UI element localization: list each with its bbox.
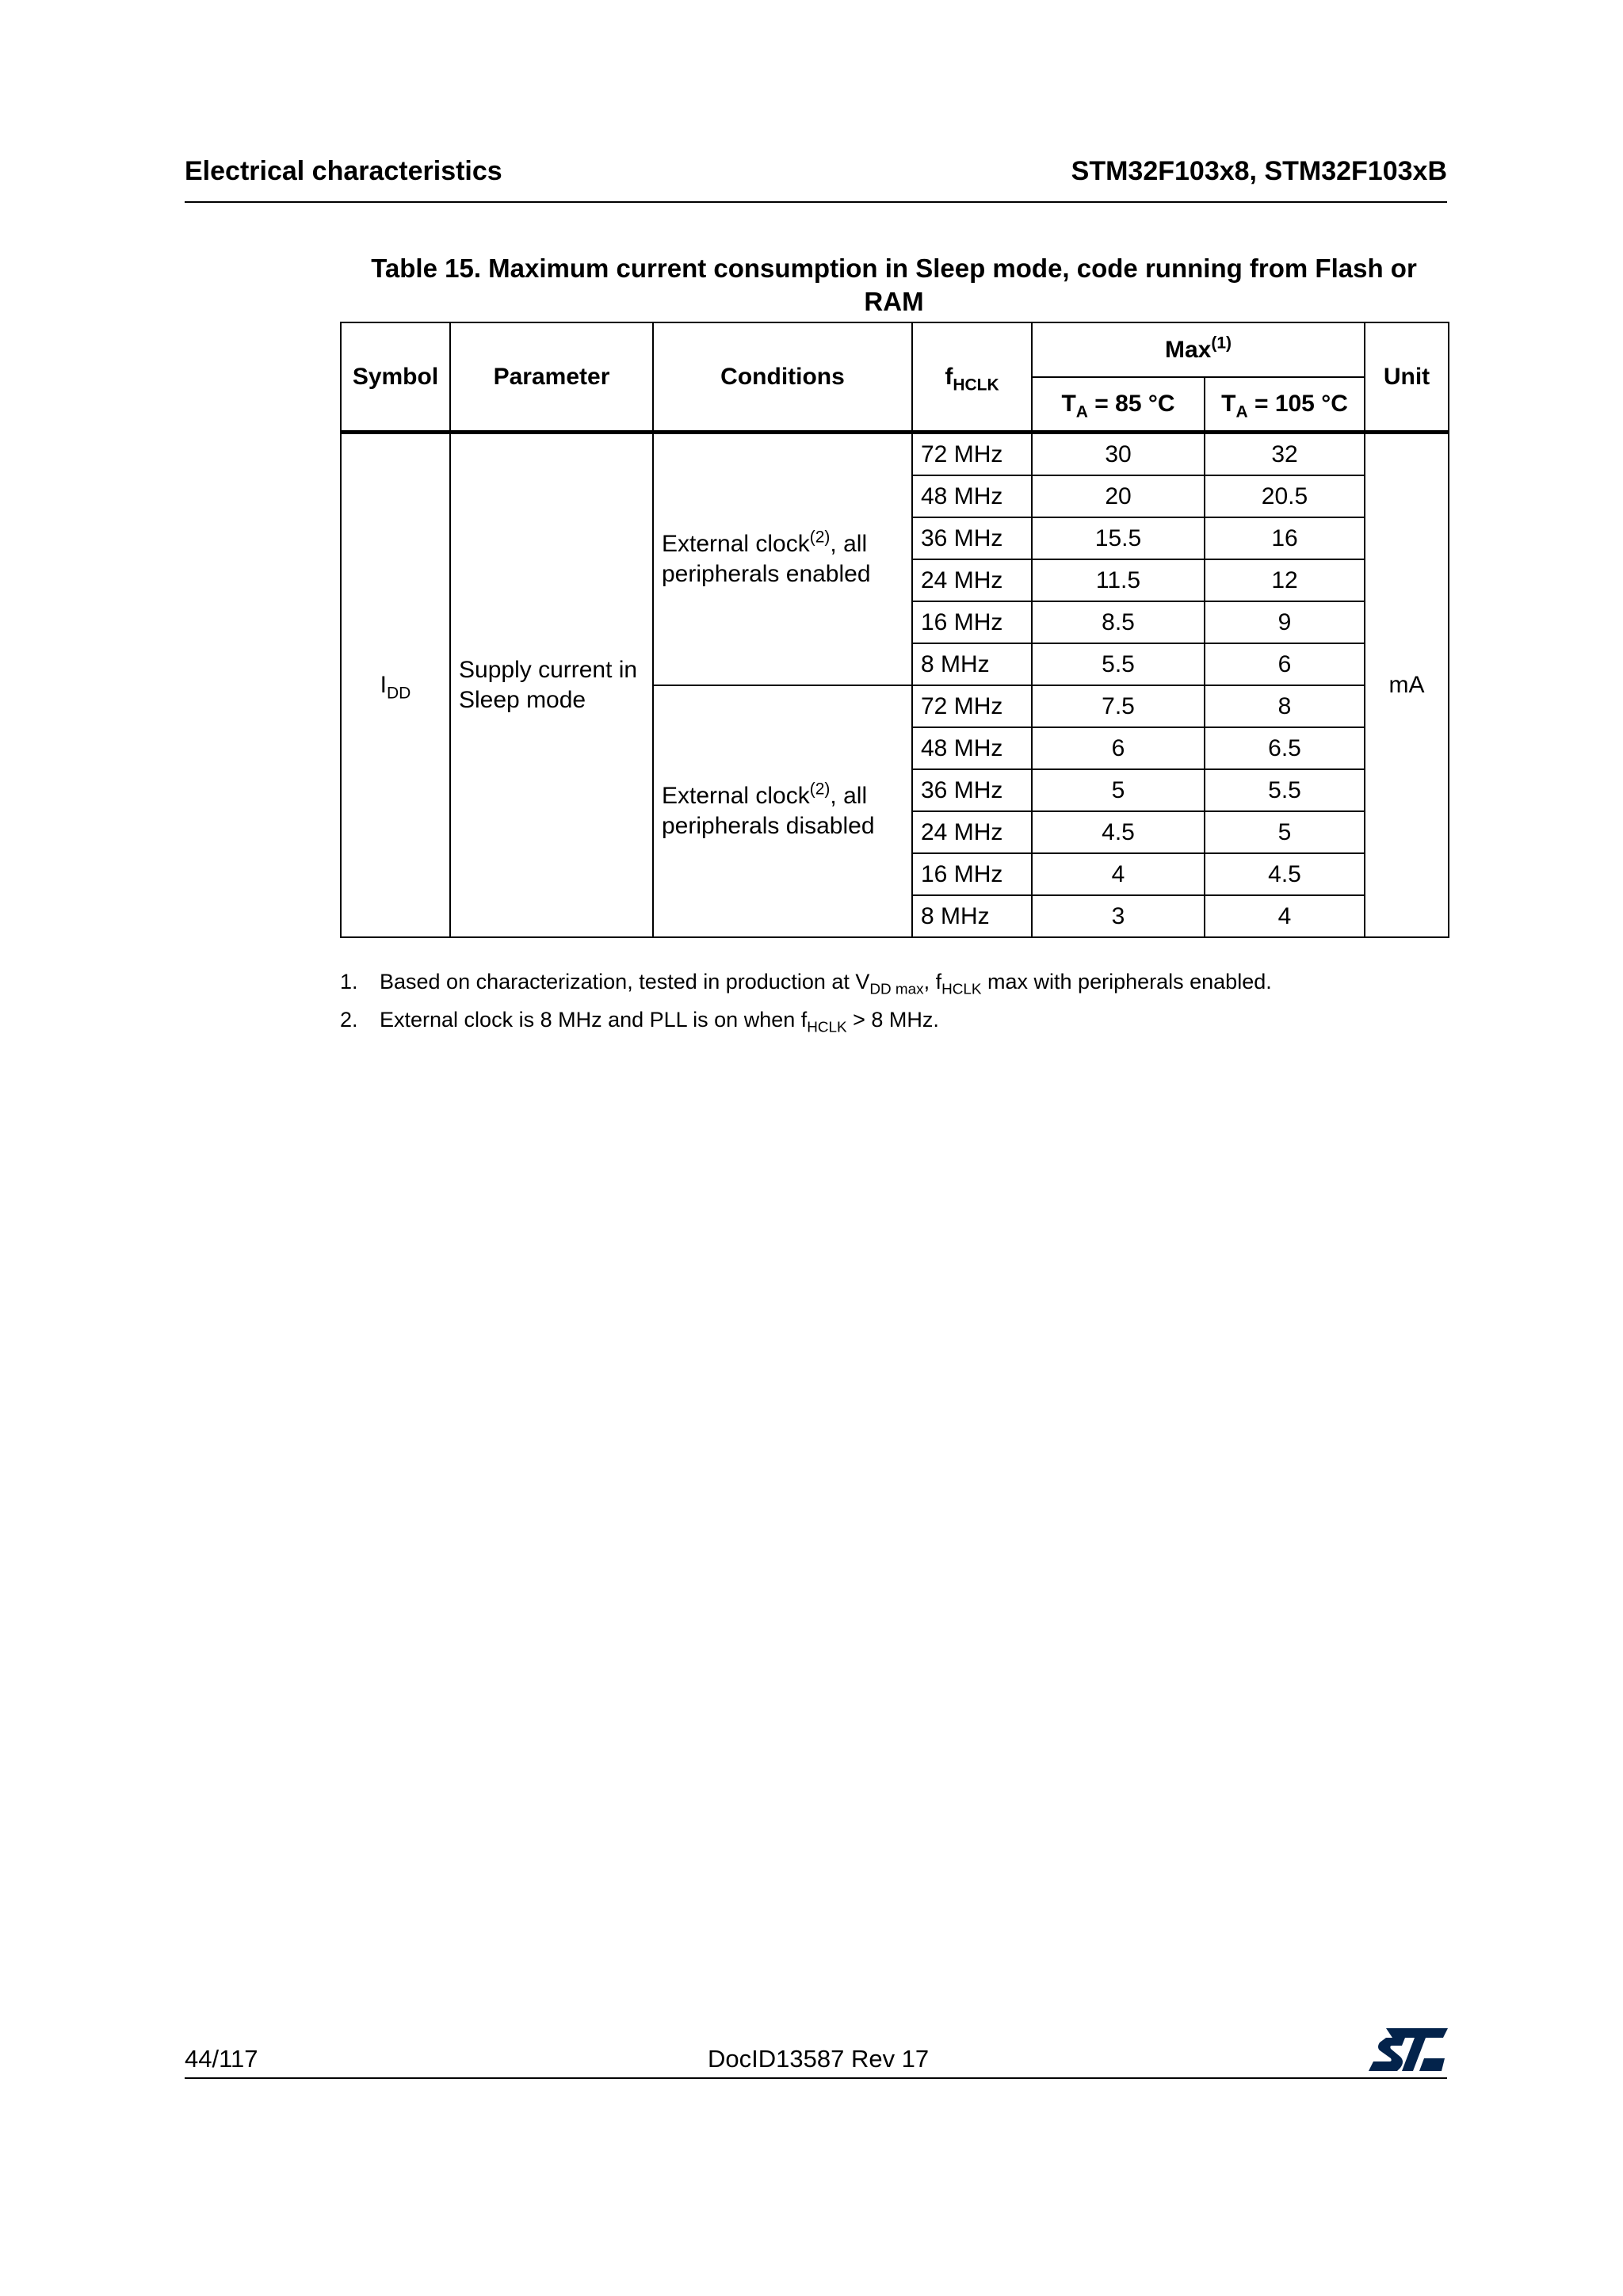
footnote-text-part: max with peripherals enabled.: [981, 970, 1272, 994]
footnote-subscript: DD max: [869, 981, 924, 998]
value-ta105-cell: 4.5: [1205, 853, 1365, 895]
value-ta105-cell: 4: [1205, 895, 1365, 937]
ta-symbol: T: [1061, 391, 1076, 417]
condition-text: External clock: [662, 531, 810, 557]
freq-cell: 48 MHz: [912, 727, 1032, 769]
footer-divider: [185, 2077, 1447, 2079]
freq-cell: 16 MHz: [912, 601, 1032, 643]
footnote-2: [340, 1005, 1448, 1043]
column-header-unit: Unit: [1365, 322, 1449, 433]
symbol-subscript: DD: [387, 684, 411, 703]
logo-top-bar: [1386, 2028, 1448, 2038]
header-product-name: STM32F103x8, STM32F103xB: [1071, 156, 1447, 186]
footnote-number: 1.: [340, 970, 358, 994]
value-ta85-cell: 4.5: [1032, 811, 1205, 853]
freq-cell: 24 MHz: [912, 559, 1032, 601]
column-header-max: [1032, 322, 1365, 377]
freq-cell: 72 MHz: [912, 433, 1032, 476]
unit-cell: mA: [1365, 433, 1449, 938]
column-header-fhclk: [912, 322, 1032, 433]
condition-tail: , all: [830, 531, 868, 557]
symbol-cell: [341, 433, 450, 938]
condition-line2: peripherals disabled: [662, 813, 875, 839]
parameter-cell: [450, 433, 653, 938]
freq-cell: 48 MHz: [912, 475, 1032, 517]
freq-cell: 36 MHz: [912, 517, 1032, 559]
footnote-text: [380, 1005, 939, 1035]
st-logo-icon: [1369, 2027, 1448, 2073]
footnote-text: [380, 967, 1272, 997]
parameter-line1: Supply current in: [459, 657, 638, 683]
freq-cell: 8 MHz: [912, 643, 1032, 685]
condition-cell-disabled: [653, 685, 912, 937]
table-footnotes: [340, 967, 1448, 1043]
value-ta85-cell: 4: [1032, 853, 1205, 895]
value-ta105-cell: 5: [1205, 811, 1365, 853]
table-header-row: [341, 322, 1449, 377]
value-ta85-cell: 30: [1032, 433, 1205, 476]
footnote-text-part: , f: [923, 970, 942, 994]
footnote-text-part: Based on characterization, tested in production at V: [380, 970, 870, 994]
document-id: DocID13587 Rev 17: [708, 2045, 930, 2073]
value-ta85-cell: 5.5: [1032, 643, 1205, 685]
value-ta85-cell: 6: [1032, 727, 1205, 769]
footnote-1: [340, 967, 1448, 1005]
header-section-title: Electrical characteristics: [185, 156, 502, 186]
column-header-parameter: Parameter: [450, 322, 653, 433]
freq-cell: 8 MHz: [912, 895, 1032, 937]
value-ta85-cell: 8.5: [1032, 601, 1205, 643]
fhclk-symbol: f: [945, 363, 953, 390]
footnote-text-part: > 8 MHz.: [846, 1008, 939, 1032]
ta-symbol: T: [1221, 391, 1236, 417]
value-ta105-cell: 32: [1205, 433, 1365, 476]
freq-cell: 24 MHz: [912, 811, 1032, 853]
logo-t-base: [1419, 2058, 1445, 2071]
max-label: Max: [1164, 336, 1212, 363]
condition-footnote-ref: (2): [809, 780, 831, 799]
value-ta105-cell: 5.5: [1205, 769, 1365, 811]
value-ta85-cell: 20: [1032, 475, 1205, 517]
page-number: 44/117: [185, 2045, 258, 2073]
table-caption: [341, 252, 1447, 318]
value-ta105-cell: 8: [1205, 685, 1365, 727]
value-ta105-cell: 12: [1205, 559, 1365, 601]
condition-cell-enabled: [653, 433, 912, 686]
column-header-ta-85: [1032, 377, 1205, 433]
column-header-symbol: Symbol: [341, 322, 450, 433]
table-caption-line1: Table 15. Maximum current consumption in Sleep mode, code running from Flash or: [371, 254, 1417, 283]
value-ta105-cell: 6.5: [1205, 727, 1365, 769]
value-ta105-cell: 9: [1205, 601, 1365, 643]
ta-85-value: = 85 °C: [1087, 391, 1175, 417]
condition-footnote-ref: (2): [809, 528, 831, 547]
column-header-ta-105: [1205, 377, 1365, 433]
fhclk-subscript: HCLK: [953, 375, 999, 394]
freq-cell: 36 MHz: [912, 769, 1032, 811]
condition-text: External clock: [662, 783, 810, 809]
value-ta85-cell: 3: [1032, 895, 1205, 937]
footnote-subscript: HCLK: [807, 1019, 847, 1036]
ta-subscript: A: [1075, 402, 1088, 421]
current-consumption-table: [340, 322, 1449, 938]
ta-subscript: A: [1235, 402, 1248, 421]
table-caption-line2: RAM: [864, 287, 924, 316]
header-divider: [185, 201, 1447, 203]
footnote-text-part: External clock is 8 MHz and PLL is on when f: [380, 1008, 808, 1032]
freq-cell: 72 MHz: [912, 685, 1032, 727]
condition-line2: peripherals enabled: [662, 561, 871, 587]
value-ta105-cell: 20.5: [1205, 475, 1365, 517]
value-ta85-cell: 11.5: [1032, 559, 1205, 601]
value-ta105-cell: 6: [1205, 643, 1365, 685]
symbol-main: I: [380, 672, 387, 698]
footnote-subscript: HCLK: [941, 981, 982, 998]
value-ta105-cell: 16: [1205, 517, 1365, 559]
footnote-number: 2.: [340, 1008, 358, 1032]
max-footnote-ref: (1): [1211, 333, 1232, 352]
table-row: [341, 433, 1449, 476]
condition-tail: , all: [830, 783, 868, 809]
value-ta85-cell: 5: [1032, 769, 1205, 811]
freq-cell: 16 MHz: [912, 853, 1032, 895]
parameter-line2: Sleep mode: [459, 687, 586, 713]
logo-s-shape: [1369, 2038, 1405, 2071]
value-ta85-cell: 15.5: [1032, 517, 1205, 559]
column-header-conditions: Conditions: [653, 322, 912, 433]
ta-105-value: = 105 °C: [1247, 391, 1348, 417]
value-ta85-cell: 7.5: [1032, 685, 1205, 727]
